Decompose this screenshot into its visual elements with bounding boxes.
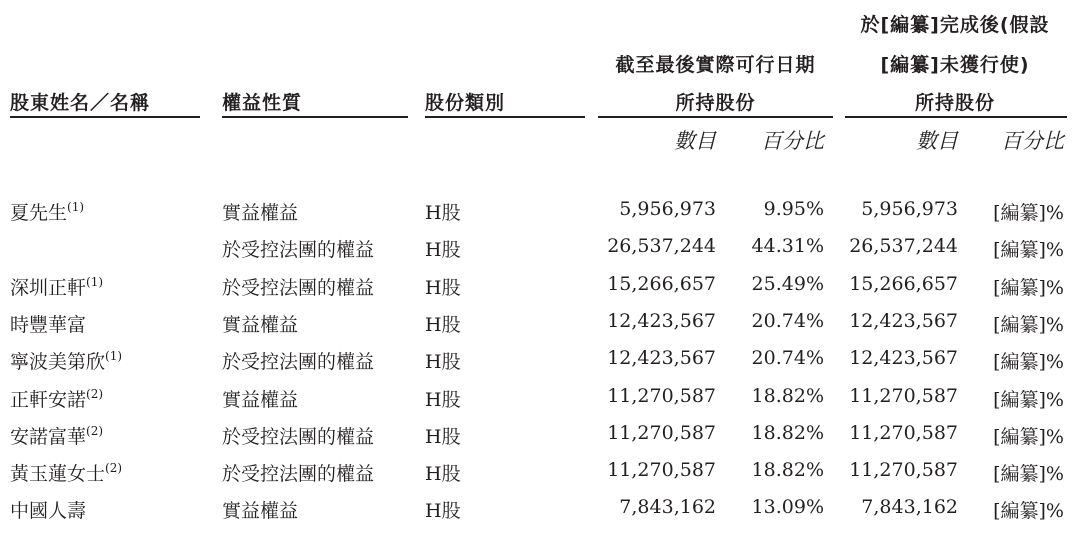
interest-nature-text: 於受控法團的權益 (222, 426, 375, 448)
shares-number-after (832, 385, 958, 407)
shareholder-name-text: 夏先生 (10, 202, 68, 224)
shareholder-name-text: 寧波美第欣 (10, 351, 106, 373)
shares-percent-text: 13.09% (751, 496, 824, 518)
header-interest-nature: 權益性質 (222, 92, 303, 114)
shares-percent-after-text: [編纂]% (993, 277, 1064, 299)
subheader-percent-after: 百分比 (1001, 129, 1064, 153)
shareholder-name (10, 422, 210, 449)
interest-nature (222, 422, 422, 449)
subheader-number: 數目 (674, 129, 716, 153)
header-after-line3: 所持股份 (914, 92, 995, 114)
shares-percent (728, 347, 824, 369)
footnote-marker: (1) (67, 200, 85, 214)
shares-percent (728, 273, 824, 295)
shares-percent (728, 310, 824, 332)
share-class (425, 235, 505, 262)
shares-percent (728, 422, 824, 444)
share-class-text: H股 (425, 463, 461, 485)
interest-nature (222, 347, 422, 374)
shares-number (590, 235, 716, 257)
header-after-line2: [編纂]未獲行使) (880, 54, 1030, 76)
share-class (425, 198, 505, 225)
shares-number-after-text: 11,270,587 (849, 422, 958, 444)
shareholder-name (10, 310, 210, 337)
shares-number-after (832, 422, 958, 444)
shares-number-text: 7,843,162 (619, 496, 716, 518)
shares-percent-after (968, 310, 1064, 337)
shares-number-after (832, 347, 958, 369)
shares-number (590, 385, 716, 407)
header-underline (222, 116, 408, 118)
interest-nature (222, 459, 422, 486)
shares-number (590, 273, 716, 295)
shareholder-name (10, 273, 210, 300)
interest-nature-text: 實益權益 (222, 202, 299, 224)
footnote-marker: (1) (105, 349, 123, 363)
shares-percent-text: 20.74% (751, 347, 824, 369)
interest-nature (222, 496, 422, 523)
shares-number (590, 496, 716, 518)
shares-percent-text: 20.74% (751, 310, 824, 332)
shares-number-text: 15,266,657 (607, 273, 716, 295)
share-class-text: H股 (425, 389, 461, 411)
shares-percent-after (968, 459, 1064, 486)
share-class (425, 496, 505, 523)
shares-number-after-text: 26,537,244 (849, 235, 958, 257)
footnote-marker: (1) (86, 275, 104, 289)
interest-nature (222, 273, 422, 300)
shares-number-text: 12,423,567 (607, 347, 716, 369)
header-shareholder-name: 股東姓名／名稱 (10, 92, 151, 114)
shareholder-name (10, 198, 210, 225)
header-underline (845, 116, 1067, 118)
share-class (425, 310, 505, 337)
shares-number-after-text: 11,270,587 (849, 459, 958, 481)
shares-number-after-text: 7,843,162 (861, 496, 958, 518)
shares-number (590, 422, 716, 444)
interest-nature-text: 於受控法團的權益 (222, 277, 375, 299)
subheader-percent: 百分比 (761, 129, 824, 153)
shares-number (590, 198, 716, 220)
shares-number-after-text: 12,423,567 (849, 347, 958, 369)
shares-percent-text: 18.82% (751, 459, 824, 481)
shares-percent-text: 18.82% (751, 385, 824, 407)
shares-number-after (832, 198, 958, 220)
share-class-text: H股 (425, 426, 461, 448)
subheader-number-after: 數目 (916, 129, 958, 153)
share-class (425, 459, 505, 486)
shares-number-after-text: 11,270,587 (849, 385, 958, 407)
interest-nature-text: 於受控法團的權益 (222, 463, 375, 485)
shares-percent-after-text: [編纂]% (993, 500, 1064, 522)
interest-nature-text: 實益權益 (222, 314, 299, 336)
shares-percent-after-text: [編纂]% (993, 426, 1064, 448)
header-underline (10, 116, 200, 118)
footnote-marker: (2) (86, 387, 104, 401)
header-underline (425, 116, 585, 118)
header-latest-line2: 所持股份 (675, 92, 756, 114)
interest-nature (222, 235, 422, 262)
footnote-marker: (2) (105, 461, 123, 475)
footnote-marker: (2) (86, 424, 104, 438)
shares-percent (728, 459, 824, 481)
header-after-line1: 於[編纂]完成後(假設 (860, 14, 1050, 36)
shareholder-name-text: 黃玉蓮女士 (10, 463, 106, 485)
shares-number (590, 310, 716, 332)
header-underline (598, 116, 833, 118)
shares-percent-after-text: [編纂]% (993, 351, 1064, 373)
shares-number-after-text: 12,423,567 (849, 310, 958, 332)
shareholder-name-text: 時豐華富 (10, 314, 87, 336)
shares-number-text: 11,270,587 (607, 459, 716, 481)
shares-percent (728, 496, 824, 518)
shares-percent-after (968, 235, 1064, 262)
shares-number-text: 12,423,567 (607, 310, 716, 332)
shares-percent-after-text: [編纂]% (993, 463, 1064, 485)
shares-number-text: 26,537,244 (607, 235, 716, 257)
shares-number (590, 347, 716, 369)
shares-percent-after (968, 273, 1064, 300)
share-class (425, 273, 505, 300)
interest-nature (222, 198, 422, 225)
shares-number-after (832, 235, 958, 257)
share-class-text: H股 (425, 202, 461, 224)
shares-number-after (832, 459, 958, 481)
header-latest-line1: 截至最後實際可行日期 (615, 54, 816, 76)
shares-number (590, 459, 716, 481)
shares-number-after-text: 15,266,657 (849, 273, 958, 295)
shares-percent (728, 385, 824, 407)
shares-percent-after-text: [編纂]% (993, 314, 1064, 336)
shares-number-text: 11,270,587 (607, 385, 716, 407)
shares-percent-after (968, 385, 1064, 412)
shares-percent (728, 235, 824, 257)
share-class (425, 385, 505, 412)
shares-percent-after (968, 347, 1064, 374)
shares-percent-after-text: [編纂]% (993, 239, 1064, 261)
shareholder-name (10, 459, 210, 486)
shares-percent-text: 18.82% (751, 422, 824, 444)
shares-number-after (832, 496, 958, 518)
interest-nature-text: 於受控法團的權益 (222, 351, 375, 373)
interest-nature-text: 於受控法團的權益 (222, 239, 375, 261)
share-class-text: H股 (425, 239, 461, 261)
shares-number-text: 11,270,587 (607, 422, 716, 444)
share-class-text: H股 (425, 351, 461, 373)
shares-percent-after (968, 198, 1064, 225)
interest-nature-text: 實益權益 (222, 500, 299, 522)
share-class-text: H股 (425, 277, 461, 299)
shares-percent-text: 25.49% (751, 273, 824, 295)
shareholder-name-text: 中國人壽 (10, 500, 87, 522)
share-class (425, 422, 505, 449)
share-class-text: H股 (425, 500, 461, 522)
shares-number-after (832, 273, 958, 295)
share-class (425, 347, 505, 374)
header-share-class: 股份類別 (425, 92, 506, 114)
shares-percent-after (968, 422, 1064, 449)
interest-nature (222, 310, 422, 337)
shares-percent-text: 44.31% (751, 235, 824, 257)
shareholder-name (10, 496, 210, 523)
shares-percent-after-text: [編纂]% (993, 202, 1064, 224)
interest-nature (222, 385, 422, 412)
shares-percent-after-text: [編纂]% (993, 389, 1064, 411)
share-class-text: H股 (425, 314, 461, 336)
shares-percent-after (968, 496, 1064, 523)
shares-number-after (832, 310, 958, 332)
shareholder-name-text: 安諾富華 (10, 426, 87, 448)
shares-number-after-text: 5,956,973 (861, 198, 958, 220)
shareholder-name-text: 正軒安諾 (10, 389, 87, 411)
shares-number-text: 5,956,973 (619, 198, 716, 220)
shares-percent-text: 9.95% (763, 198, 824, 220)
shareholder-name-text: 深圳正軒 (10, 277, 87, 299)
shares-percent (728, 198, 824, 220)
interest-nature-text: 實益權益 (222, 389, 299, 411)
shareholder-name (10, 385, 210, 412)
shareholder-name (10, 347, 210, 374)
